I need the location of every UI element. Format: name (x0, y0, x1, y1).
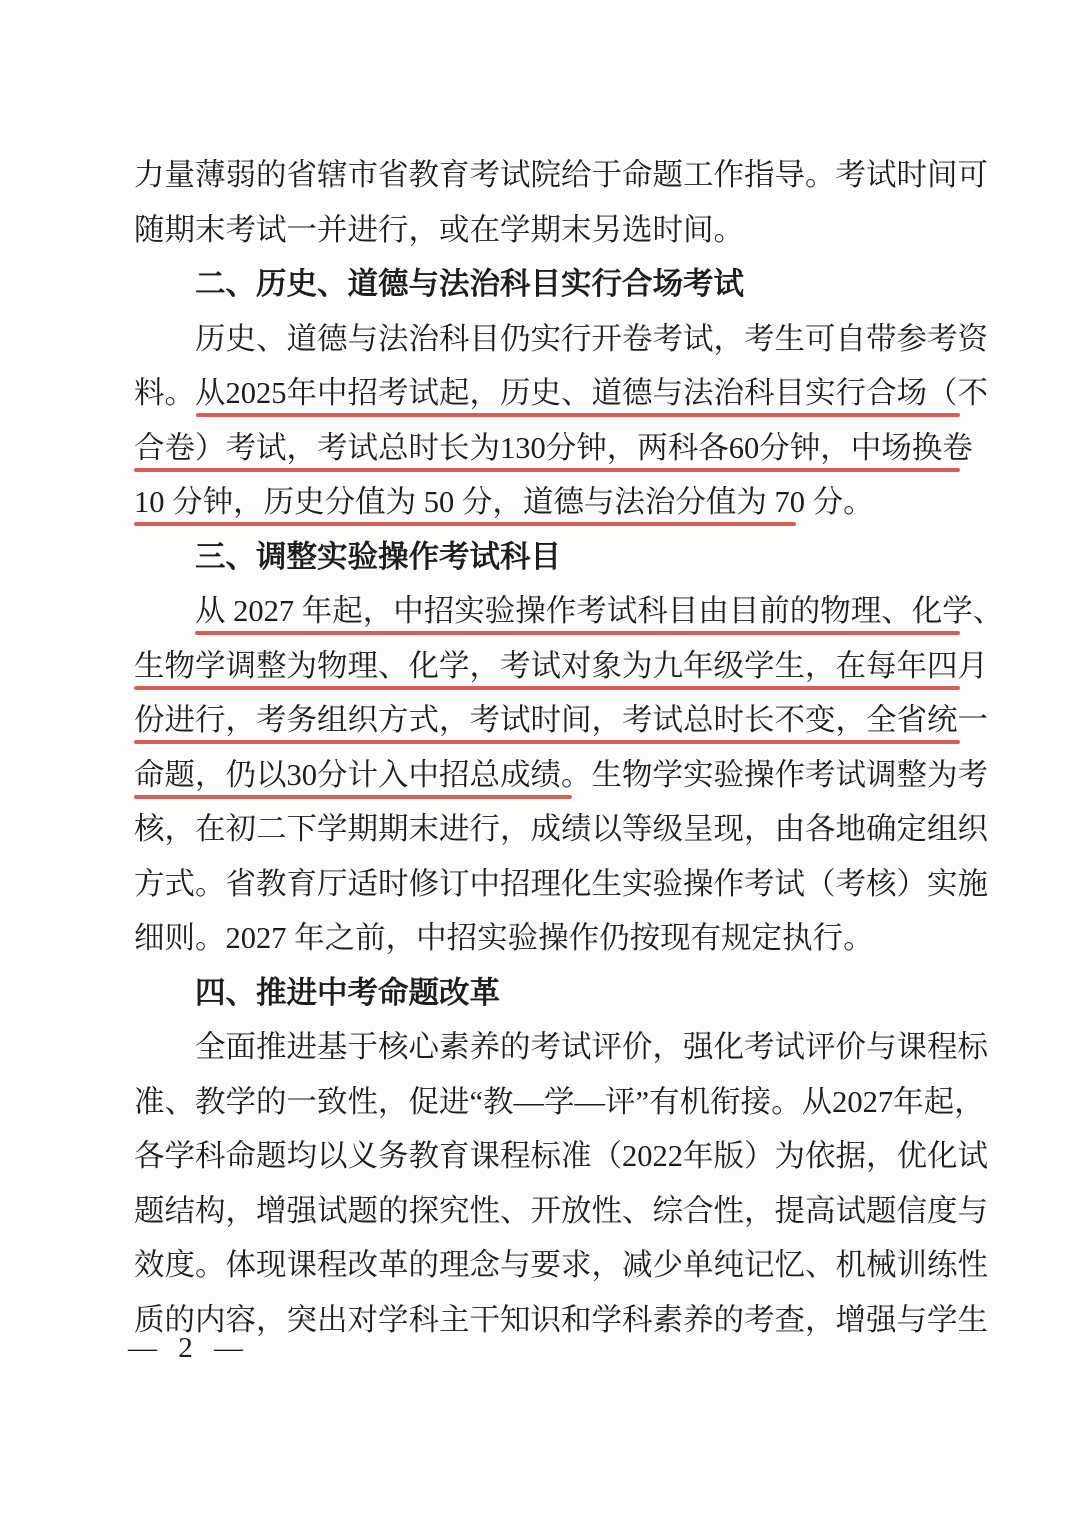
text-line: 质 的 内 容 ， 突 出 对 学 科 主 干 知 识 和 学 科 素 养 的 考 查 ， 增 强 与 学 生 (134, 1302, 988, 1337)
text-line: 生 物 学 调 整 为 物 理 、 化 学 ， 考 试 对 象 为 九 年 级 学 生 ， 在 每 年 四 月 (134, 639, 960, 694)
text-line: 效 度 。 体 现 课 程 改 革 的 理 念 与 要 求 ， 减 少 单 纯 记 忆 、 机 械 训 练 性 (134, 1248, 988, 1282)
text-line: 全面推进基于核心素养的考试评价，强化考试评价与课程标 (195, 1030, 988, 1064)
section-heading: 二、历史、道德与法治科目实行合场考试 (195, 267, 744, 301)
section-heading: 四、推进中考命题改革 (195, 975, 500, 1010)
text-line: 题 结 构 ， 增 强 试 题 的 探 究 性 、 开 放 性 、 综 合 性 ， 提 高 试 题 信 度 与 (134, 1193, 988, 1228)
red-underline-annotation (134, 740, 960, 744)
text-line: 份 进 行 ， 考 务 组 织 方 式 ， 考 试 时 间 ， 考 试 总 时 长 不 变 ， 全 省 统 一 (134, 693, 960, 748)
text-line: 从 2027 年起，中招实验操作考试科目由目前的物理、化学、 (134, 584, 960, 639)
red-underline-annotation (134, 795, 572, 799)
red-underline-annotation (196, 413, 960, 417)
text-line: 准 、 教 学 的 一 致 性 ， 促 进 “ 教 — 学 — 评 ” 有 机 衔 接 。 从 2 0 2 7 年 起 ， (134, 1084, 985, 1119)
text-line: 历史、道德与法治科目仍实行开卷考试，考生可自带参考资 (195, 321, 988, 356)
text-line: 料 。 从 2 0 2 5 年 中 招 考 试 起 ， 历 史 、 道 德 与 法 治 科 目 实 行 合 场 （ 不 (134, 366, 960, 421)
red-underline-annotation (134, 468, 960, 472)
section-heading: 三、调整实验操作考试科目 (195, 539, 561, 574)
red-underline-annotation (134, 686, 960, 690)
document-text-block (134, 148, 1004, 1347)
text-line: 命 题 ， 仍 以 3 0 分 计 入 中 招 总 成 绩 。 生 物 学 实 验 操 作 考 试 调 整 为 考 (134, 748, 960, 803)
text-line: 10 分钟，历史分值为 50 分，道德与法治分值为 70 分。 (134, 475, 960, 530)
text-line: 力 量 薄 弱 的 省 辖 市 省 教 育 考 试 院 给 于 命 题 工 作 指 导 。 考 试 时 间 可 (134, 158, 988, 192)
red-underline-annotation (134, 522, 796, 526)
text-line: 合 卷 ） 考 试 ， 考 试 总 时 长 为 1 3 0 分 钟 ， 两 科 各 6 0 分 钟 ， 中 场 换 卷 (134, 421, 960, 476)
text-line: 各 学 科 命 题 均 以 义 务 教 育 课 程 标 准 （ 2 0 2 2 年 版 ） 为 依 据 ， 优 化 试 (134, 1139, 988, 1173)
page-number: — 2 — (128, 1332, 250, 1364)
text-line: 方 式 。 省 教 育 厅 适 时 修 订 中 招 理 化 生 实 验 操 作 考 试 （ 考 核 ） 实 施 (134, 866, 988, 901)
red-underline-annotation (195, 631, 960, 635)
text-line: 细则。2027 年之前，中招实验操作仍按现有规定执行。 (134, 921, 874, 955)
text-line: 随期末考试一并进行，或在学期末另选时间。 (134, 212, 744, 247)
text-line: 核 ， 在 初 二 下 学 期 期 末 进 行 ， 成 绩 以 等 级 呈 现 ， 由 各 地 确 定 组 织 (134, 812, 988, 846)
